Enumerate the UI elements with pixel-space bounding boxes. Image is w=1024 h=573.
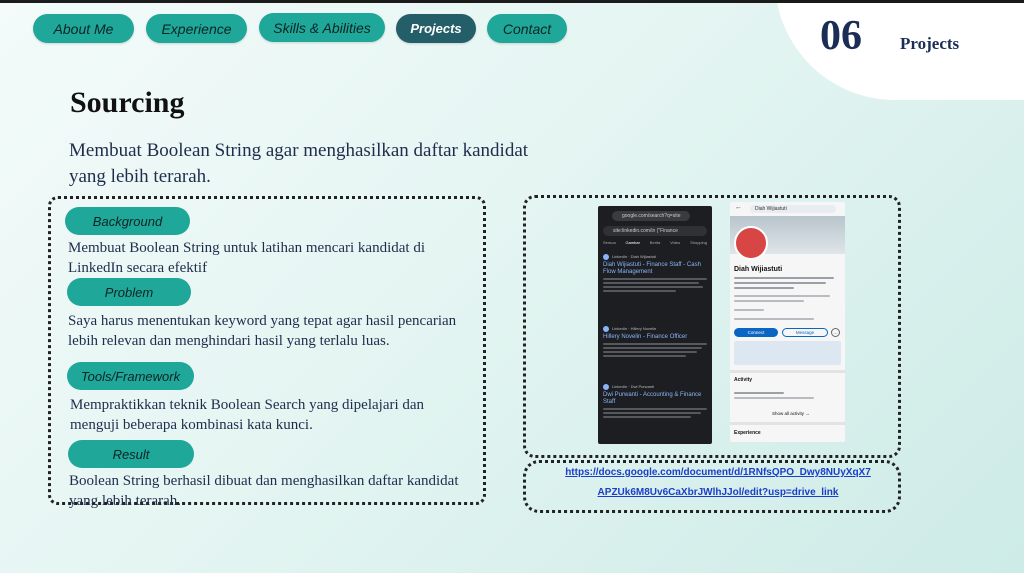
tag-tools-framework: Tools/Framework [67, 362, 194, 390]
browser-url-bar: google.com/search?q=site [612, 211, 690, 221]
page-subtitle: Membuat Boolean String agar menghasilkan daftar kandidat yang lebih terarah. [69, 140, 529, 187]
profile-screenshot [730, 202, 845, 442]
experience-label: Experience [734, 430, 761, 436]
back-arrow-icon: ← [735, 204, 742, 211]
result-title: Hillery Novelin - Finance Officer [603, 334, 688, 340]
tag-result: Result [68, 440, 194, 468]
search-tab: Shopping [690, 240, 707, 245]
search-tab: Video [670, 240, 681, 245]
tag-problem: Problem [67, 278, 191, 306]
result-source: LinkedIn · Dwi Purwanti [603, 384, 707, 389]
nav-skills-abilities[interactable]: Skills & Abilities [259, 13, 385, 42]
more-icon: … [831, 328, 840, 337]
result-title: Dwi Purwanti - Accounting & Finance Staff [603, 392, 702, 405]
nav-projects[interactable]: Projects [396, 14, 476, 43]
profile-top-bar [732, 204, 842, 214]
slide-number: 06 [820, 13, 862, 59]
message-button: Message [782, 328, 828, 337]
tools-framework-text: Mempraktikkan teknik Boolean Search yang dipelajari dan menguji beberapa kombinasi kata kunci. [70, 397, 425, 433]
avatar [734, 226, 768, 260]
result-title: Diah Wijiastuti - Finance Staff - Cash Flow Management [603, 262, 701, 275]
connect-button: Connect [734, 328, 778, 337]
nav-contact[interactable]: Contact [487, 14, 567, 43]
tag-background: Background [65, 207, 190, 235]
page-title: Sourcing [70, 86, 185, 119]
search-result [603, 384, 707, 418]
problem-text: Saya harus menentukan keyword yang tepat agar hasil pencarian lebih relevan dan menghindari hasil yang terlalu luas. [68, 313, 457, 349]
result-source: LinkedIn · Diah Wijiastuti [603, 254, 707, 259]
search-result [603, 254, 707, 292]
document-link-line-2[interactable]: APZUk6M8Uv6CaXbrJWlhJJol/edit?usp=drive_link [597, 487, 839, 498]
search-query-field: site:linkedin.com/in ("Finance [603, 226, 707, 236]
nav-experience[interactable]: Experience [146, 14, 247, 43]
result-source: LinkedIn · Hillery Novelin [603, 326, 707, 331]
top-border [0, 0, 1024, 3]
search-tab: Gambar [625, 240, 640, 245]
show-all-activity: Show all activity → [772, 411, 810, 416]
nav-about-me[interactable]: About Me [33, 14, 134, 43]
background-text: Membuat Boolean String untuk latihan mencari kandidat di LinkedIn secara efektif [68, 240, 426, 276]
search-tab: Berita [649, 240, 661, 245]
profile-name: Diah Wijiastuti [734, 266, 783, 273]
search-result [603, 326, 707, 357]
search-tab: Semua [603, 240, 616, 245]
result-text: Boolean String berhasil dibuat dan menghasilkan daftar kandidat yang lebih terarah. [69, 473, 459, 509]
search-results-screenshot [598, 206, 712, 444]
section-label: Projects [900, 34, 960, 53]
open-to-work-card [734, 341, 841, 365]
profile-search-field: Diah Wijiastuti [750, 205, 836, 213]
search-tabs [603, 240, 707, 246]
document-link-line-1[interactable]: https://docs.google.com/document/d/1RNfsQPO_Dwy8NUyXqX7 [565, 467, 871, 478]
activity-label: Activity [734, 377, 753, 383]
